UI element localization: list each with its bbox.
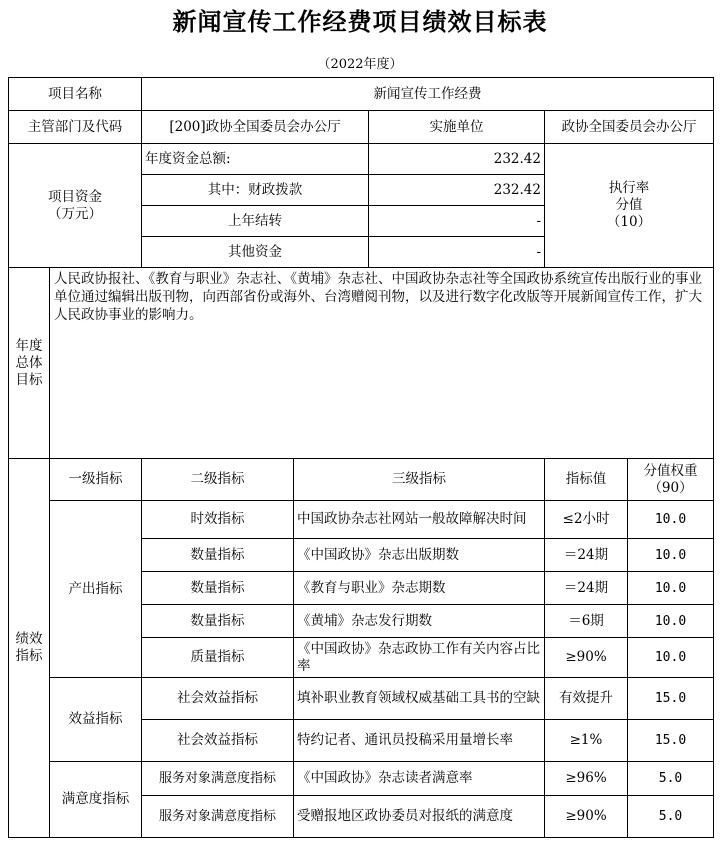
header-level3: 三级指标 bbox=[294, 459, 545, 501]
indicator-level3: 《中国政协》杂志出版期数 bbox=[294, 539, 545, 572]
indicator-row bbox=[9, 762, 714, 796]
funds-total-row bbox=[9, 144, 714, 175]
performance-table bbox=[8, 77, 714, 838]
header-value: 指标值 bbox=[545, 459, 628, 501]
indicator-level3: 特约记者、通讯员投稿采用量增长率 bbox=[294, 720, 545, 762]
indicator-weight: 10.0 bbox=[628, 501, 714, 539]
indicator-level1: 满意度指标 bbox=[50, 762, 142, 838]
indicator-weight: 10.0 bbox=[628, 539, 714, 572]
indicator-level2: 服务对象满意度指标 bbox=[142, 762, 294, 796]
indicator-level1: 产出指标 bbox=[50, 501, 142, 678]
indicator-value: ≥96% bbox=[545, 762, 628, 796]
indicator-weight: 5.0 bbox=[628, 796, 714, 838]
project-name-value: 新闻宣传工作经费 bbox=[142, 78, 714, 111]
indicator-level2: 质量指标 bbox=[142, 638, 294, 678]
indicator-row bbox=[9, 501, 714, 539]
indicator-value: ≥1% bbox=[545, 720, 628, 762]
year-label: （2022年度） bbox=[317, 57, 403, 72]
header-weight: 分值权重 （90） bbox=[628, 459, 714, 501]
funds-fiscal-value: 232.42 bbox=[369, 175, 545, 206]
project-name-row bbox=[9, 78, 714, 111]
indicator-value: ＝24期 bbox=[545, 572, 628, 605]
funds-total-label: 年度资金总额: bbox=[142, 144, 369, 175]
indicator-level2: 数量指标 bbox=[142, 572, 294, 605]
indicator-value: ≥90% bbox=[545, 796, 628, 838]
indicator-level2: 社会效益指标 bbox=[142, 720, 294, 762]
annual-goal-text: 人民政协报社、《教育与职业》杂志社、《黄埔》杂志社、中国政协杂志社等全国政协系统宣传出版行业的事业单位通过编辑出版刊物，向西部省份或海外、台湾赠阅刊物，以及进行数字化改版等开展新闻宣传工作，扩大人民政协事业的影响力。 bbox=[50, 268, 714, 459]
implementing-unit-value: 政协全国委员会办公厅 bbox=[545, 111, 714, 144]
indicator-level2: 服务对象满意度指标 bbox=[142, 796, 294, 838]
indicator-level2: 数量指标 bbox=[142, 605, 294, 638]
funds-total-value: 232.42 bbox=[369, 144, 545, 175]
page-title: 新闻宣传工作经费项目绩效目标表 bbox=[172, 7, 548, 36]
funds-fiscal-label: 其中：财政拨款 bbox=[142, 175, 369, 206]
funds-carryover-value: - bbox=[369, 206, 545, 237]
execution-rate-label: 执行率 分值 （10） bbox=[545, 144, 714, 268]
indicator-weight: 10.0 bbox=[628, 605, 714, 638]
indicator-level3: 《教育与职业》杂志期数 bbox=[294, 572, 545, 605]
header-level2: 二级指标 bbox=[142, 459, 294, 501]
indicator-level3: 受赠报地区政协委员对报纸的满意度 bbox=[294, 796, 545, 838]
indicator-level3: 中国政协杂志社网站一般故障解决时间 bbox=[294, 501, 545, 539]
project-name-label: 项目名称 bbox=[9, 78, 142, 111]
indicator-level3: 《中国政协》杂志政协工作有关内容占比率 bbox=[294, 638, 545, 678]
indicator-level2: 数量指标 bbox=[142, 539, 294, 572]
indicator-value: ≤2小时 bbox=[545, 501, 628, 539]
funds-other-label: 其他资金 bbox=[142, 237, 369, 268]
funds-other-value: - bbox=[369, 237, 545, 268]
indicator-value: ＝24期 bbox=[545, 539, 628, 572]
department-label: 主管部门及代码 bbox=[9, 111, 142, 144]
department-row bbox=[9, 111, 714, 144]
indicator-weight: 5.0 bbox=[628, 762, 714, 796]
indicator-weight: 15.0 bbox=[628, 678, 714, 720]
funds-label: 项目资金 （万元） bbox=[9, 144, 142, 268]
indicator-level3: 填补职业教育领域权威基础工具书的空缺 bbox=[294, 678, 545, 720]
indicator-header-row bbox=[9, 459, 714, 501]
department-value: [200]政协全国委员会办公厅 bbox=[142, 111, 369, 144]
indicator-weight: 10.0 bbox=[628, 638, 714, 678]
header-level1: 一级指标 bbox=[50, 459, 142, 501]
indicator-row bbox=[9, 678, 714, 720]
indicator-weight: 15.0 bbox=[628, 720, 714, 762]
indicator-level1: 效益指标 bbox=[50, 678, 142, 762]
indicator-value: 有效提升 bbox=[545, 678, 628, 720]
implementing-unit-label: 实施单位 bbox=[369, 111, 545, 144]
indicator-level3: 《黄埔》杂志发行期数 bbox=[294, 605, 545, 638]
indicator-level3: 《中国政协》杂志读者满意率 bbox=[294, 762, 545, 796]
indicator-value: ＝6期 bbox=[545, 605, 628, 638]
annual-goal-label: 年度 总体 目标 bbox=[9, 268, 50, 459]
funds-carryover-label: 上年结转 bbox=[142, 206, 369, 237]
indicator-level2: 社会效益指标 bbox=[142, 678, 294, 720]
indicator-level2: 时效指标 bbox=[142, 501, 294, 539]
indicator-weight: 10.0 bbox=[628, 572, 714, 605]
annual-goal-row bbox=[9, 268, 714, 459]
indicator-value: ≥90% bbox=[545, 638, 628, 678]
indicator-section-label: 绩效 指标 bbox=[9, 459, 50, 838]
